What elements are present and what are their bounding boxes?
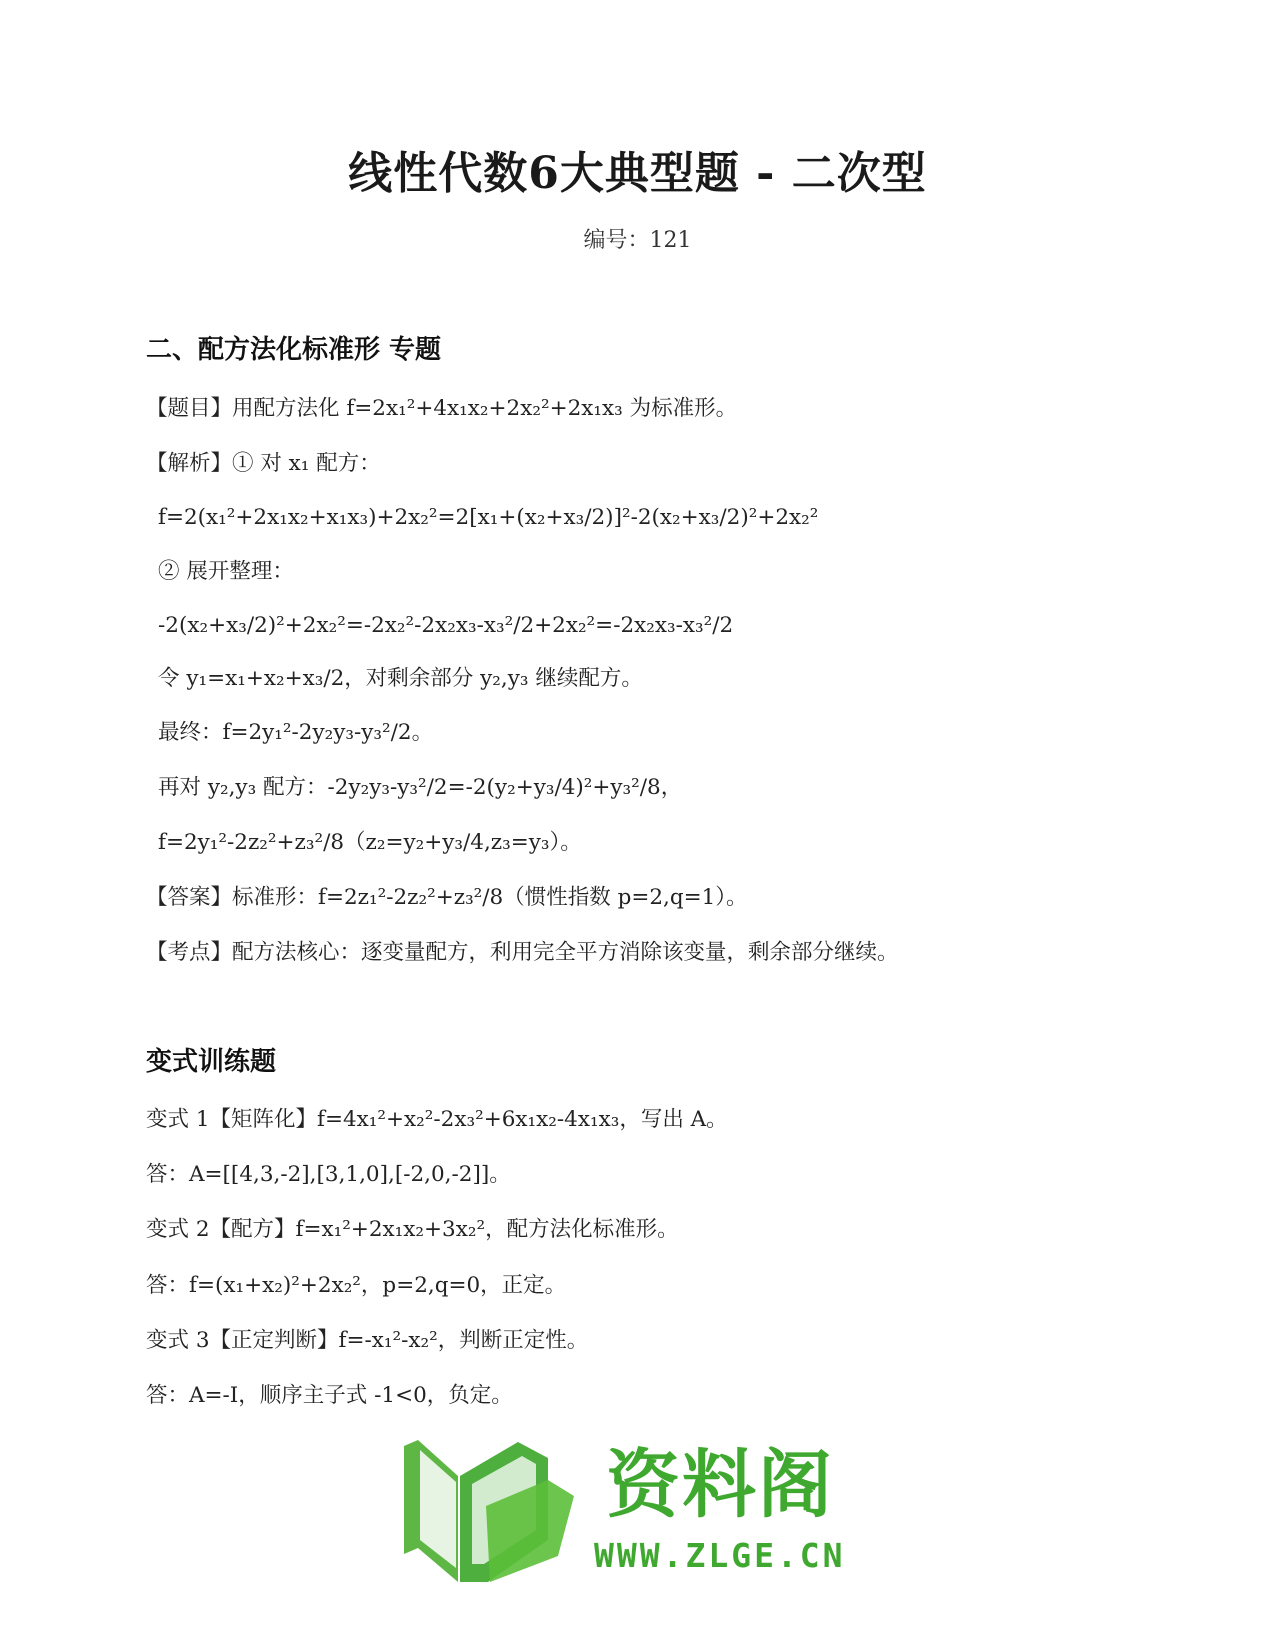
variant-1-answer: 答：A=[[4,3,-2],[3,1,0],[-2,0,-2]]。	[146, 1162, 511, 1187]
open-book-icon	[398, 1436, 594, 1586]
watermark-name: 资料阁	[606, 1442, 834, 1528]
answer-line: 【答案】标准形：f=2z₁²-2z₂²+z₃²/8（惯性指数 p=2,q=1）。	[146, 885, 748, 910]
document-number: 编号：121	[583, 228, 692, 253]
variant-2: 变式 2【配方】f=x₁²+2x₁x₂+3x₂²，配方法化标准形。	[146, 1217, 679, 1242]
key-point-line: 【考点】配方法核心：逐变量配方，利用完全平方消除该变量，剩余部分继续。	[146, 940, 899, 965]
problem-statement: 【题目】用配方法化 f=2x₁²+4x₁x₂+2x₂²+2x₁x₃ 为标准形。	[146, 396, 738, 421]
variant-3-answer: 答：A=-I，顺序主子式 -1<0，负定。	[146, 1383, 513, 1408]
solution-result: f=2y₁²-2z₂²+z₃²/8（z₂=y₂+y₃/4,z₃=y₃）。	[158, 830, 582, 855]
solution-formula-2: -2(x₂+x₃/2)²+2x₂²=-2x₂²-2x₂x₃-x₃²/2+2x₂²=-2x₂x₃-x₃²/2	[158, 613, 734, 638]
section-heading-completing-square: 二、配方法化标准形 专题	[146, 335, 442, 365]
solution-step-2: ② 展开整理：	[158, 559, 294, 584]
variant-3: 变式 3【正定判断】f=-x₁²-x₂²，判断正定性。	[146, 1328, 589, 1353]
solution-step-1: 【解析】① 对 x₁ 配方：	[146, 451, 381, 476]
watermark-url: WWW.ZLGE.CN	[594, 1536, 846, 1575]
solution-formula-1: f=2(x₁²+2x₁x₂+x₁x₃)+2x₂²=2[x₁+(x₂+x₃/2)]²-2(x₂+x₃/2)²+2x₂²	[158, 505, 819, 530]
solution-further-square: 再对 y₂,y₃ 配方：-2y₂y₃-y₃²/2=-2(y₂+y₃/4)²+y₃²/8，	[158, 775, 683, 800]
variant-1: 变式 1【矩阵化】f=4x₁²+x₂²-2x₃²+6x₁x₂-4x₁x₃，写出 A。	[146, 1107, 728, 1132]
watermark-logo	[398, 1436, 868, 1586]
solution-substitution: 令 y₁=x₁+x₂+x₃/2，对剩余部分 y₂,y₃ 继续配方。	[158, 666, 643, 691]
section-heading-variants: 变式训练题	[146, 1047, 277, 1077]
solution-final: 最终：f=2y₁²-2y₂y₃-y₃²/2。	[158, 720, 434, 745]
page-title: 线性代数6大典型题 - 二次型	[348, 148, 927, 199]
variant-2-answer: 答：f=(x₁+x₂)²+2x₂²，p=2,q=0，正定。	[146, 1273, 567, 1298]
